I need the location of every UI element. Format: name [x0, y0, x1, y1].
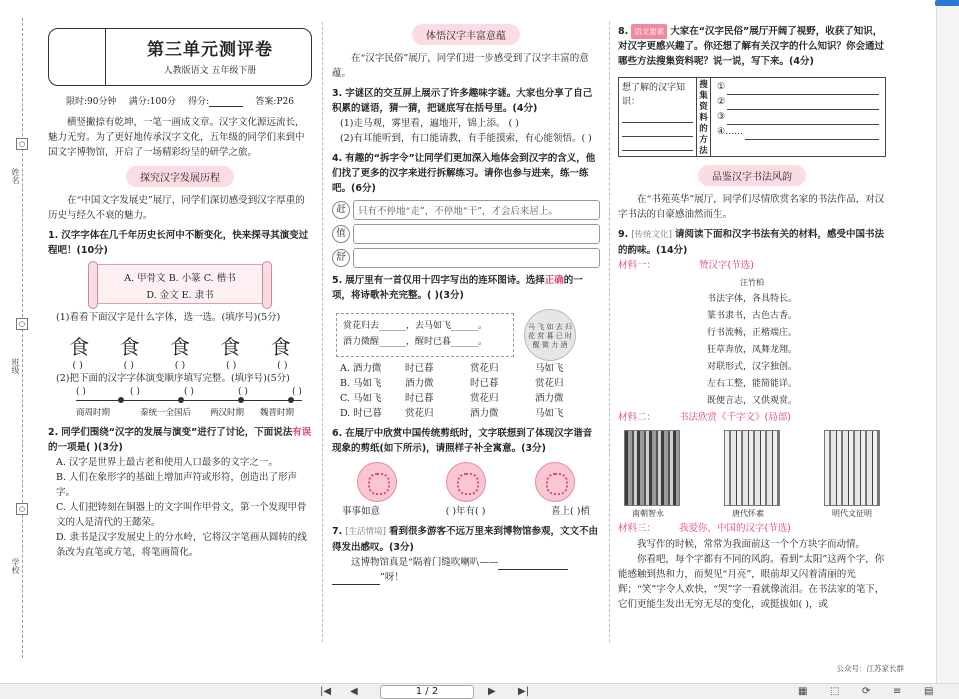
timeline-blank[interactable]: ( ): [184, 387, 194, 397]
answer-parens: [48, 360, 312, 371]
question-2: 2. 同学们围绕“汉字的发展与演变”进行了讨论，下面说法有误的一项是( )(3分): [48, 427, 312, 453]
split-answer-box[interactable]: 只有不停地“走”，不停地“干”，才会后来居上。: [353, 200, 600, 220]
material-1-header: 材料一： 赞汉字(节选): [618, 260, 754, 271]
split-row: [332, 224, 600, 244]
more-icon[interactable]: ▤: [924, 686, 934, 697]
split-char: 值: [332, 225, 350, 243]
answer-blank[interactable]: ( ): [277, 360, 288, 371]
full-score: 满分:100分: [128, 97, 176, 107]
glyph-item: 食: [119, 335, 140, 359]
section-pill: 探究汉字发展历程: [126, 166, 234, 187]
papercut-label[interactable]: ( )年有( ): [445, 506, 486, 517]
timeline: [48, 387, 312, 420]
split-row: [332, 248, 600, 268]
method-header: 搜集资料的方法: [697, 78, 711, 156]
papercut-label: 事事如意: [342, 506, 381, 517]
binding-margin: [8, 18, 38, 658]
timeline-label: 秦统一全国后: [140, 408, 192, 418]
section-pill: 品鉴汉字书法风韵: [698, 165, 806, 186]
material-3-para: 我写作的时候，常常为我面前这一个个方块字而动情。: [637, 539, 866, 550]
scroll-options-row1: A. 甲骨文 B. 小篆 C. 楷书: [124, 273, 236, 284]
glyph-item: 食: [220, 335, 241, 359]
timeline-blank[interactable]: ( ): [238, 387, 248, 397]
q5-choices: A. 酒力微 时已暮 赏花归 马如飞 B. 马如飞 酒力微 时已暮 赏花归 C. 马如飞 时已暮 赏花归 酒力微 D. 时已暮 赏花归 酒力微 马如飞: [340, 363, 564, 419]
poem-line: 赏花归去______，去马如飞______。: [343, 321, 488, 331]
riddle-item: (2)有耳能听到，有口能请教，有手能摸索，有心能领悟。( ): [340, 133, 592, 144]
first-page-icon[interactable]: |◀: [320, 686, 332, 697]
class-label: 班级: [11, 358, 20, 374]
page-indicator[interactable]: 1 / 2: [380, 685, 474, 699]
poem-line: 酒力微醒______，醒时已暮______。: [343, 337, 488, 347]
glyph-item: 食: [69, 335, 90, 359]
last-page-icon[interactable]: ▶|: [518, 686, 530, 697]
timeline-label: 两汉时期: [210, 408, 245, 418]
answer-line[interactable]: [727, 112, 879, 125]
calligraphy-captions: 南朝智永 唐代怀素 明代文征明: [632, 509, 872, 518]
question-4: 4. 有趣的“拆字令”让同学们更加深入地体会到汉字的含义，他们找了更多的汉字来进行拆解练习。请你也参与进来，练一练吧。(6分): [332, 153, 596, 194]
column-2: [332, 18, 600, 585]
next-page-icon[interactable]: ▶: [488, 686, 496, 697]
answer-line[interactable]: [622, 109, 693, 123]
material-1-poem: 汪竹柏 书法字体，各具特长。 篆书隶书，古色古香。 行书流畅，正楷端庄。 狂草奔放，凤舞龙翔。 对联形式，汉字独创。 左右工整，能简能详。 既便言志，又供观赏。: [706, 278, 797, 406]
viewer-toolbar: [0, 683, 959, 699]
section-intro: 在“中国文字发展史”展厅，同学们深切感受到汉字厚重的历史与经久不衰的魅力。: [48, 195, 305, 221]
question-3: 3. 字谜区的交互屏上展示了许多趣味字谜。大家也分享了自己积累的谜语，猜一猜，把谜底写在括号里。(4分): [332, 88, 593, 114]
split-row: [332, 200, 600, 220]
column-1: [48, 18, 312, 560]
glyph-row: [48, 325, 312, 360]
material-3-para: 你看吧，每个字都有不同的风韵。看到“太阳”这两个字，你能感触到热和力，而契见“月亮”，眼前却又闪着清丽的光辉；“笑”字令人欢快，“哭”字一看就像流泪。在书法家的笔下，它们更能生发出无穷无尽的变化，或挺拔如( )，或: [618, 554, 885, 610]
question-7: 7. [生活情境] 看到很多游客不远万里来到博物馆参观，文文不由得发出感叹。(3分): [332, 526, 598, 553]
q7-line: 这博物馆真是“隔着门缝吹喇叭——: [351, 557, 499, 568]
answer-ref: 答案:P26: [255, 97, 294, 107]
papercut-images: [332, 462, 600, 502]
margin-mark: ○: [16, 318, 28, 330]
section-intro: 在“书苑英华”展厅，同学们尽情欣赏名家的书法作品，对汉字书法的自豪感油然而生。: [618, 194, 885, 220]
school-label: 学校: [11, 558, 20, 574]
riddle-item: (1)走马观，雾里看，遍地开，锦上添。 ( ): [340, 118, 519, 129]
split-char: 赶: [332, 201, 350, 219]
read-mode-icon[interactable]: ≡: [893, 686, 902, 697]
answer-blank[interactable]: ( ): [174, 360, 186, 371]
calligraphy-images: [618, 430, 886, 506]
rotate-icon[interactable]: ⟳: [862, 686, 871, 697]
name-label: 姓名: [11, 168, 20, 184]
page-subtitle: 人教版语文 五年级下册: [163, 66, 257, 76]
timeline-label: 商周时期: [76, 408, 111, 418]
calligraphy-image: [724, 430, 780, 506]
scrollbar-thumb[interactable]: [935, 0, 959, 6]
column-divider: [322, 22, 323, 642]
question-9: 9. [传统文化] 请阅读下面和汉字书法有关的材料，感受中国书法的韵味。(14分): [618, 229, 884, 256]
papercut-image: [535, 462, 575, 502]
question-5: 5. 展厅里有一首仅用十四字写出的连环图诗。选择正确的一项，将诗歌补充完整。( )(3分): [332, 275, 583, 301]
q7-line-end: ”呀！: [380, 572, 404, 583]
table-label: 想了解的汉字知识：: [622, 83, 686, 107]
material-2-header: 材料二： 书法欣赏《千字文》(局部): [618, 412, 791, 423]
q7-blank[interactable]: [498, 560, 568, 570]
question-6: 6. 在展厅中欣赏中国传统剪纸时，文字联想到了体现汉字谐音现象的剪纸(如下所示)，请照样子补全寓意。(3分): [332, 428, 593, 454]
timeline-blank[interactable]: ( ): [130, 387, 140, 397]
answer-line[interactable]: [622, 123, 693, 137]
column-3: [618, 18, 886, 612]
poem-box: [332, 309, 600, 361]
answer-line[interactable]: [727, 82, 879, 95]
option-item: A. 汉字是世界上最古老和使用人口最多的文字之一。: [56, 457, 278, 468]
vertical-scrollbar[interactable]: [936, 0, 959, 683]
calligraphy-image: [624, 430, 680, 506]
option-item: C. 人们把铸刻在铜器上的文字叫作甲骨文，第一个发现甲骨文的人是清代的王懿荣。: [56, 502, 307, 528]
q1-sub1: (1)看看下面汉字是什么字体，选一选。(填序号)(5分): [56, 312, 281, 323]
q7-blank[interactable]: [332, 575, 380, 585]
title-box: [48, 28, 312, 86]
fit-page-icon[interactable]: ⬚: [830, 686, 840, 697]
calligraphy-image: [824, 430, 880, 506]
glyph-item: 食: [169, 335, 190, 359]
prev-page-icon[interactable]: ◀: [350, 686, 358, 697]
section-pill: 体悟汉字丰富意蕴: [412, 24, 520, 45]
time-limit: 限时:90分钟: [66, 97, 117, 107]
material-3-header: 材料三： 我爱你，中国的汉字(节选): [618, 523, 791, 534]
answer-line[interactable]: [622, 137, 693, 151]
binding-line: [22, 18, 23, 658]
footer-note: 公众号：江苏家长群: [836, 664, 904, 673]
answer-blank[interactable]: ( ): [123, 360, 134, 371]
info-table: 想了解的汉字知识： 搜集资料的方法 ① ② ③ ④……: [618, 77, 886, 157]
margin-mark: ○: [16, 503, 28, 515]
answer-line[interactable]: [745, 127, 879, 140]
grid-view-icon[interactable]: ▦: [798, 686, 808, 697]
papercut-image: [446, 462, 486, 502]
papercut-image: [357, 462, 397, 502]
intro-paragraph: 横竖撇捺有乾坤，一笔一画成文章。汉字文化源远流长，魅力无穷。为了更好地传承汉字文化，五年级的同学们来到中国文字博物馆，开启了一场精彩纷呈的研学之旅。: [48, 117, 305, 158]
question-1: 1. 汉字字体在几千年历史长河中不断变化，快来探寻其演变过程吧！(10分): [48, 230, 309, 256]
papercut-label[interactable]: 喜上( )梢: [551, 506, 590, 517]
timeline-blank[interactable]: ( ): [76, 387, 86, 397]
score-blank[interactable]: [209, 97, 243, 107]
q1-sub2: (2)把下面的汉字字体演变顺序填写完整。(填序号)(5分): [56, 373, 290, 384]
split-answer-box[interactable]: [353, 248, 600, 268]
answer-blank[interactable]: ( ): [225, 360, 237, 371]
margin-mark: ○: [16, 138, 28, 150]
glyph-item: 食: [270, 335, 291, 359]
exam-meta: [48, 94, 312, 107]
question-8: 8. 语文要素 大家在“汉字民俗”展厅开阔了视野，收获了知识，对汉字更感兴趣了。你还想了解有关汉字的什么知识？你会通过哪些方法搜集资料呢？说一说，写下来。(4分): [618, 26, 885, 67]
answer-blank[interactable]: ( ): [72, 360, 83, 371]
split-answer-box[interactable]: [353, 224, 600, 244]
options-scroll: [95, 264, 265, 304]
column-divider: [609, 22, 610, 642]
scroll-options-row2: D. 金文 E. 隶书: [146, 290, 214, 301]
answer-line[interactable]: [727, 97, 879, 110]
option-item: D. 隶书是汉字发展史上的分水岭，它将汉字笔画从圆转的线条改为直笔或方笔，将笔画简化。: [56, 532, 307, 558]
page-title: 第三单元测评卷: [147, 40, 273, 60]
timeline-label: 魏晋时期: [260, 408, 295, 418]
score-label: 得分:: [188, 97, 210, 107]
split-char: 舒: [332, 249, 350, 267]
ring-poem-image: 马 飞 如 去 归 花 赏 暮 已 时 醒 微 力 酒: [524, 309, 576, 361]
option-item: B. 人们在象形字的基础上增加声符或形符，创造出了形声字。: [56, 472, 298, 498]
section-intro: 在“汉字民俗”展厅，同学们进一步感受到了汉字丰富的意蕴。: [332, 53, 589, 79]
timeline-blank[interactable]: ( ): [292, 387, 302, 397]
